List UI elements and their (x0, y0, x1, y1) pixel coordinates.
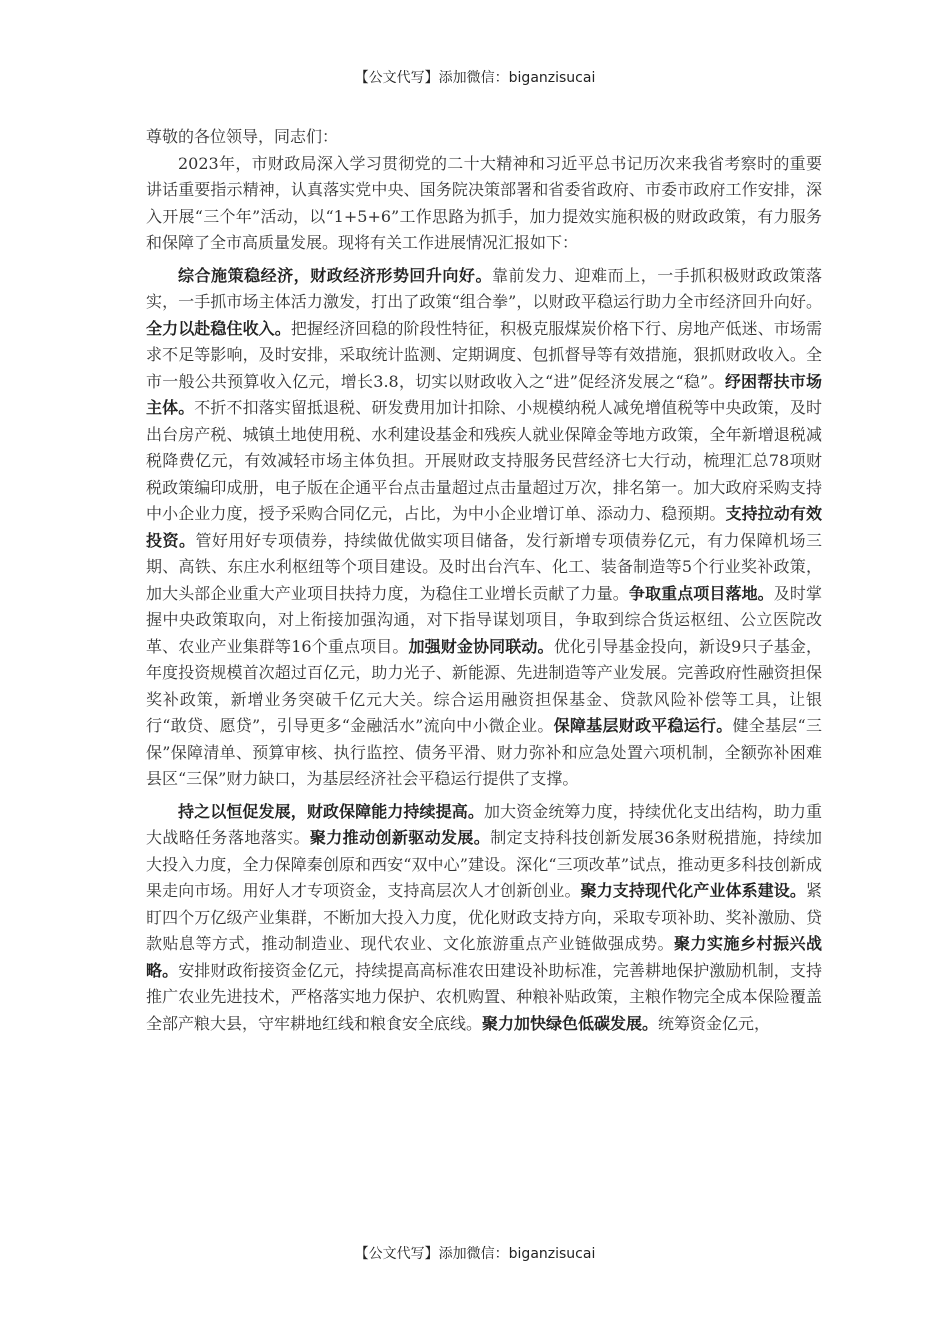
section-1-subheading: 支持拉动有效投资。 (146, 504, 822, 550)
section-1-subheading: 争取重点项目落地。 (628, 583, 774, 603)
section-2-subheading: 聚力实施乡村振兴战略。 (146, 934, 822, 980)
section-2-heading: 持之以恒促发展，财政保障能力持续提高。 (178, 801, 484, 821)
document-body (146, 124, 822, 1037)
section-2-subheading: 聚力加快绿色低碳发展。 (482, 1013, 659, 1033)
section-1-subheading: 纾困帮扶市场主体。 (146, 371, 822, 417)
section-2-text: 制定支持科技创新发展36条财税措施，持续加大投入力度，全力保障秦创原和西安“双中心”建设。深化“三项改革”试点，推动更多科技创新成果走向市场。用好人才专项资金，支持高层次人才创新创业。 (146, 828, 822, 900)
section-1-paragraph (146, 263, 822, 793)
section-2-subheading: 聚力推动创新驱动发展。 (309, 828, 491, 847)
section-1-text: 健全基层“三保”保障清单、预算审核、执行监控、债务平滑、财力弥补和应急处置六项机制，全额弥补困难县区“三保”财力缺口，为基层经济社会平稳运行提供了支撑。 (146, 716, 822, 788)
section-1-text: 把握经济回稳的阶段性特征，积极克服煤炭价格下行、房地产低迷、市场需求不足等影响，及时安排，采取统计监测、定期调度、包抓督导等有效措施，狠抓财政收入。全市一般公共预算收入亿元，增长3.8，切实以财政收入之“进”促经济发展之“稳”。 (146, 318, 822, 391)
salutation: 尊敬的各位领导，同志们： (146, 127, 339, 146)
section-1-subheading: 全力以赴稳住收入。 (146, 318, 291, 338)
section-1-heading: 综合施策稳经济，财政经济形势回升向好。 (178, 265, 492, 285)
section-1-subheading: 加强财金协同联动。 (408, 636, 554, 656)
section-2-subheading: 聚力支持现代化产业体系建设。 (580, 881, 806, 900)
section-1-text: 优化引导基金投向，新设9只子基金，年度投资规模首次超过百亿元，助力光子、新能源、先进制造等产业发展。完善政府性融资担保奖补政策，新增业务突破千亿元大关。综合运用融资担保基金、贷款风险补偿等工具，让银行“敢贷、愿贷”，引导更多“金融活水”流向中小微企业。 (146, 636, 822, 735)
section-2-text: 安排财政衔接资金亿元，持续提高高标准农田建设补助标准，完善耕地保护激励机制，支持推广农业先进技术，严格落实地力保护、农机购置、种粮补贴政策，主粮作物完全成本保险覆盖全部产粮大县，守牢耕地红线和粮食安全底线。 (146, 960, 822, 1033)
section-2-text: 统筹资金亿元， (658, 1013, 771, 1033)
page-header: 【公文代写】添加微信：biganzisucai (354, 70, 596, 86)
page-footer: 【公文代写】添加微信：biganzisucai (354, 1246, 596, 1262)
section-1-text: 不折不扣落实留抵退税、研发费用加计扣除、小规模纳税人减免增值税等中央政策，及时出台房产税、城镇土地使用税、水利建设基金和残疾人就业保障金等地方政策，全年新增退税减税降费亿元，有效减轻市场主体负担。开展财政支持服务民营经济七大行动，梳理汇总78项财税政策编印成册，电子版在企通平台点击量超过点击量超过万次，排名第一。加大政府采购支持中小企业力度，授予采购合同亿元，占比，为中小企业增订单、添动力、稳预期。 (146, 398, 822, 523)
section-1-text: 管好用好专项债券，持续做优做实项目储备，发行新增专项债券亿元，有力保障机场三期、高铁、东庄水利枢纽等个项目建设。及时出台汽车、化工、装备制造等5个行业奖补政策，加大头部企业重大产业项目扶持力度，为稳住工业增长贡献了力量。 (146, 530, 822, 603)
section-1-text: 靠前发力、迎难而上，一手抓积极财政政策落实，一手抓市场主体活力激发，打出了政策“组合拳”，以财政平稳运行助力全市经济回升向好。 (146, 265, 822, 311)
section-1-text: 及时掌握中央政策取向，对上衔接加强沟通，对下指导谋划项目，争取到综合货运枢纽、公立医院改革、农业产业集群等16个重点项目。 (146, 583, 822, 656)
section-1-subheading: 保障基层财政平稳运行。 (553, 716, 733, 735)
intro-paragraph: 2023年，市财政局深入学习贯彻党的二十大精神和习近平总书记历次来我省考察时的重要讲话重要指示精神，认真落实党中央、国务院决策部署和省委省政府、市委市政府工作安排，深入开展“三个年”活动，以“1+5+6”工作思路为抓手，加力提效实施积极的财政政策，有力服务和保障了全市高质量发展。现将有关工作进展情况汇报如下： (146, 153, 822, 252)
section-2-text: 加大资金统筹力度，持续优化支出结构，助力重大战略任务落地落实。 (146, 801, 822, 847)
section-2-paragraph (146, 799, 822, 1038)
section-2-text: 紧盯四个万亿级产业集群，不断加大投入力度，优化财政支持方向，采取专项补助、奖补激励、贷款贴息等方式，推动制造业、现代农业、文化旅游重点产业链做强成势。 (146, 881, 822, 953)
